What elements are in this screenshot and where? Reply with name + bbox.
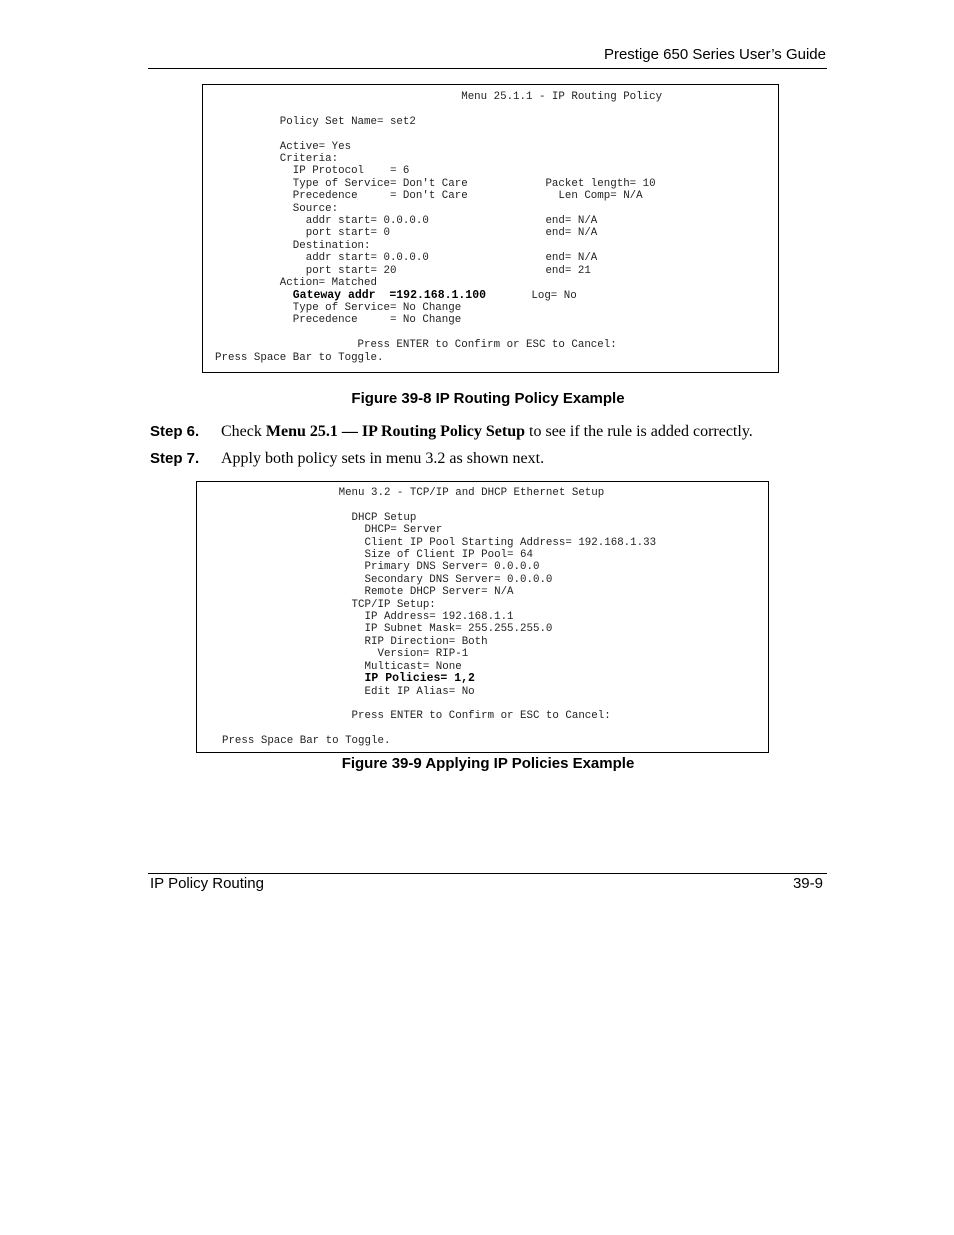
footer-page-number: 39-9 — [792, 875, 823, 892]
step-7-text: Apply both policy sets in menu 3.2 as shown next. — [221, 450, 545, 467]
dhcp-fields: Menu 3.2 - TCP/IP and DHCP Ethernet Setup DHCP Setup DHCP= Server Client IP Pool Starting Address= 192.168.1.33 Size of Client IP Pool= 64 Primary DNS Server= 0.0.0.0 Secondary DNS Server= 0.0.0.0 Remote DHCP Server= N/A TCP/IP Setup: IP Address= 192.168.1.1 IP Subnet Mask= 255.255.255.0 RIP Direction= Both Version= RIP-1 Multicast= None — [338, 487, 657, 673]
step-6-text: Check Menu 25.1 — IP Routing Policy Setup to see if the rule is added correctly. — [221, 423, 753, 440]
step-6-label: Step 6. — [150, 423, 200, 440]
ip-routing-policy-screen — [202, 84, 779, 373]
action-line: Action= Matched — [215, 277, 377, 290]
footer-section-title: IP Policy Routing — [150, 875, 264, 892]
tcpip-dhcp-setup-text — [209, 487, 656, 748]
policy-fields-bottom: Type of Service= No Change Precedence = No Change Press ENTER to Confirm or ESC to Cancel: Press Space Bar to Toggle. — [215, 301, 617, 364]
footer-rule — [148, 873, 827, 874]
figure-caption-1: Figure 39-8 IP Routing Policy Example — [351, 390, 625, 407]
tcpip-dhcp-setup-screen — [196, 481, 769, 753]
policy-fields-top: Menu 25.1.1 - IP Routing Policy Policy Set Name= set2 Active= Yes Criteria: IP Protocol = 6 Type of Service= Don't Care Packet length= 10 Precedence = Don't Care Len Comp= N/A Source: addr start= 0.0.0.0 end= N/A port start= 0 end= N/A Destination: addr start= 0.0.0.0 end= N/A port start= 20 end= 21 — [279, 91, 663, 277]
tcpip-fields-bottom: Edit IP Alias= No Press ENTER to Confirm or ESC to Cancel: Press Space Bar to Toggle. — [221, 685, 611, 748]
step-7-label: Step 7. — [150, 450, 200, 467]
ip-policies-field: IP Policies= 1,2 — [364, 672, 475, 686]
header-title: Prestige 650 Series User’s Guide — [603, 46, 826, 63]
gateway-address: Gateway addr =192.168.1.100 — [292, 288, 486, 302]
ip-routing-policy-text — [215, 91, 662, 364]
figure-caption-2: Figure 39-9 Applying IP Policies Example — [341, 755, 635, 772]
log-field: Log= No — [531, 289, 577, 302]
header-rule — [148, 68, 827, 69]
